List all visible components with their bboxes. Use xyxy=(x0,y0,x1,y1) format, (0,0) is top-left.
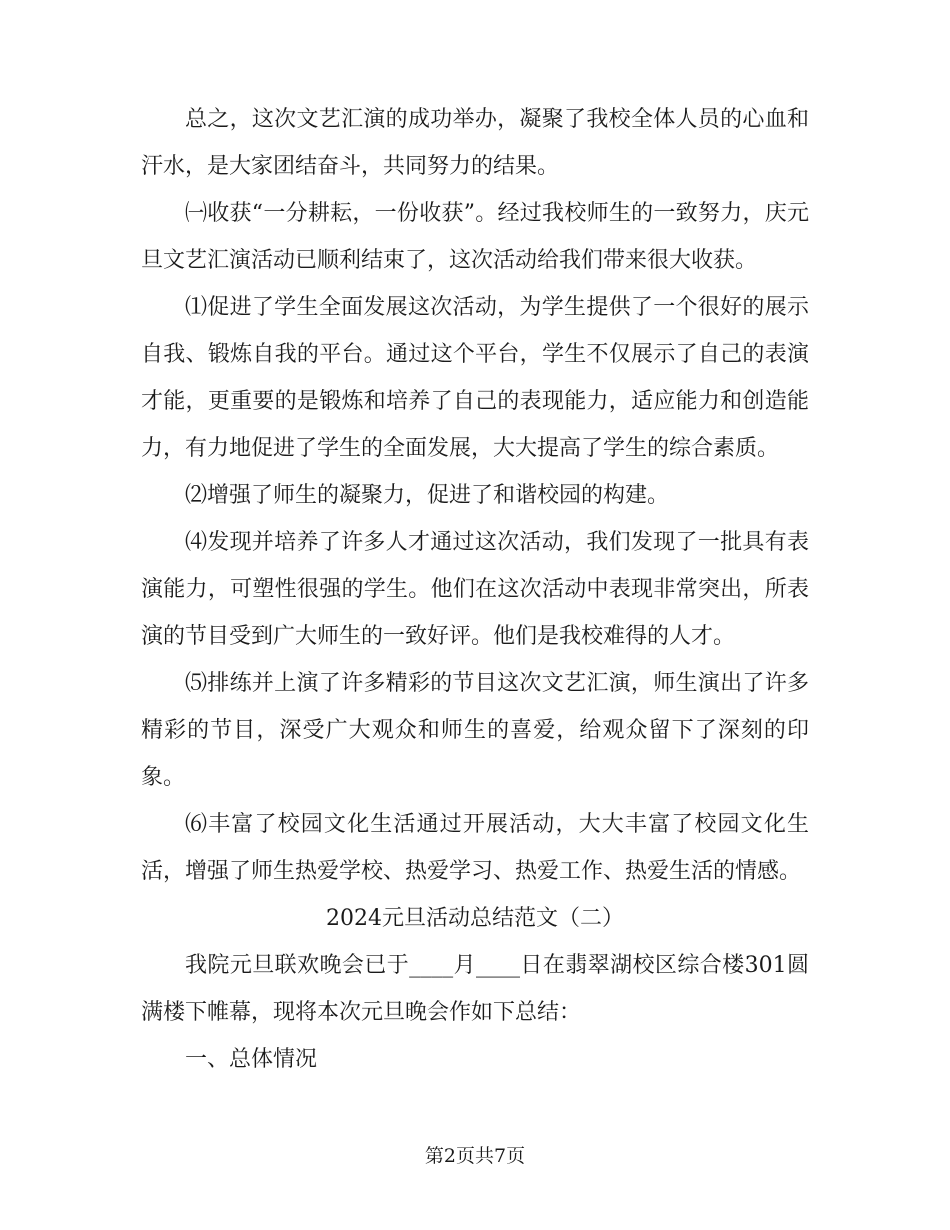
paragraph-item-4: ⑷发现并培养了许多人才通过这次活动，我们发现了一批具有表演能力，可塑性很强的学生。他们在这次活动中表现非常突出，所表演的节目受到广大师生的一致好评。他们是我校难得的人才。 xyxy=(141,530,809,649)
document-body xyxy=(141,96,809,1083)
page-number-footer: 第2页共7页 xyxy=(424,1145,526,1167)
paragraph-harvest: ㈠收获“一分耕耘，一份收获”。经过我校师生的一致努力，庆元旦文艺汇演活动已顺利结束了，这次活动给我们带来很大收获。 xyxy=(141,201,809,273)
paragraph-intro: 我院元旦联欢晚会已于____月____日在翡翠湖校区综合楼301圆满楼下帷幕，现将本次元旦晚会作如下总结： xyxy=(141,953,809,1025)
paragraph-item-6: ⑹丰富了校园文化生活通过开展活动，大大丰富了校园文化生活，增强了师生热爱学校、热爱学习、热爱工作、热爱生活的情感。 xyxy=(141,812,809,884)
paragraph-item-2: ⑵增强了师生的凝聚力，促进了和谐校园的构建。 xyxy=(185,483,670,508)
paragraph-overview-title: 一、总体情况 xyxy=(185,1047,318,1072)
paragraph-item-1: ⑴促进了学生全面发展这次活动，为学生提供了一个很好的展示自我、锻炼自我的平台。通过这个平台，学生不仅展示了自己的表演才能，更重要的是锻炼和培养了自己的表现能力，适应能力和创造能力，有力地促进了学生的全面发展，大大提高了学生的综合素质。 xyxy=(141,295,809,461)
section-heading: 2024元旦活动总结范文（二） xyxy=(326,906,624,931)
paragraph-summary: 总之，这次文艺汇演的成功举办，凝聚了我校全体人员的心血和汗水，是大家团结奋斗，共同努力的结果。 xyxy=(141,107,809,179)
paragraph-item-5: ⑸排练并上演了许多精彩的节目这次文艺汇演，师生演出了许多精彩的节目，深受广大观众和师生的喜爱，给观众留下了深刻的印象。 xyxy=(141,671,809,790)
